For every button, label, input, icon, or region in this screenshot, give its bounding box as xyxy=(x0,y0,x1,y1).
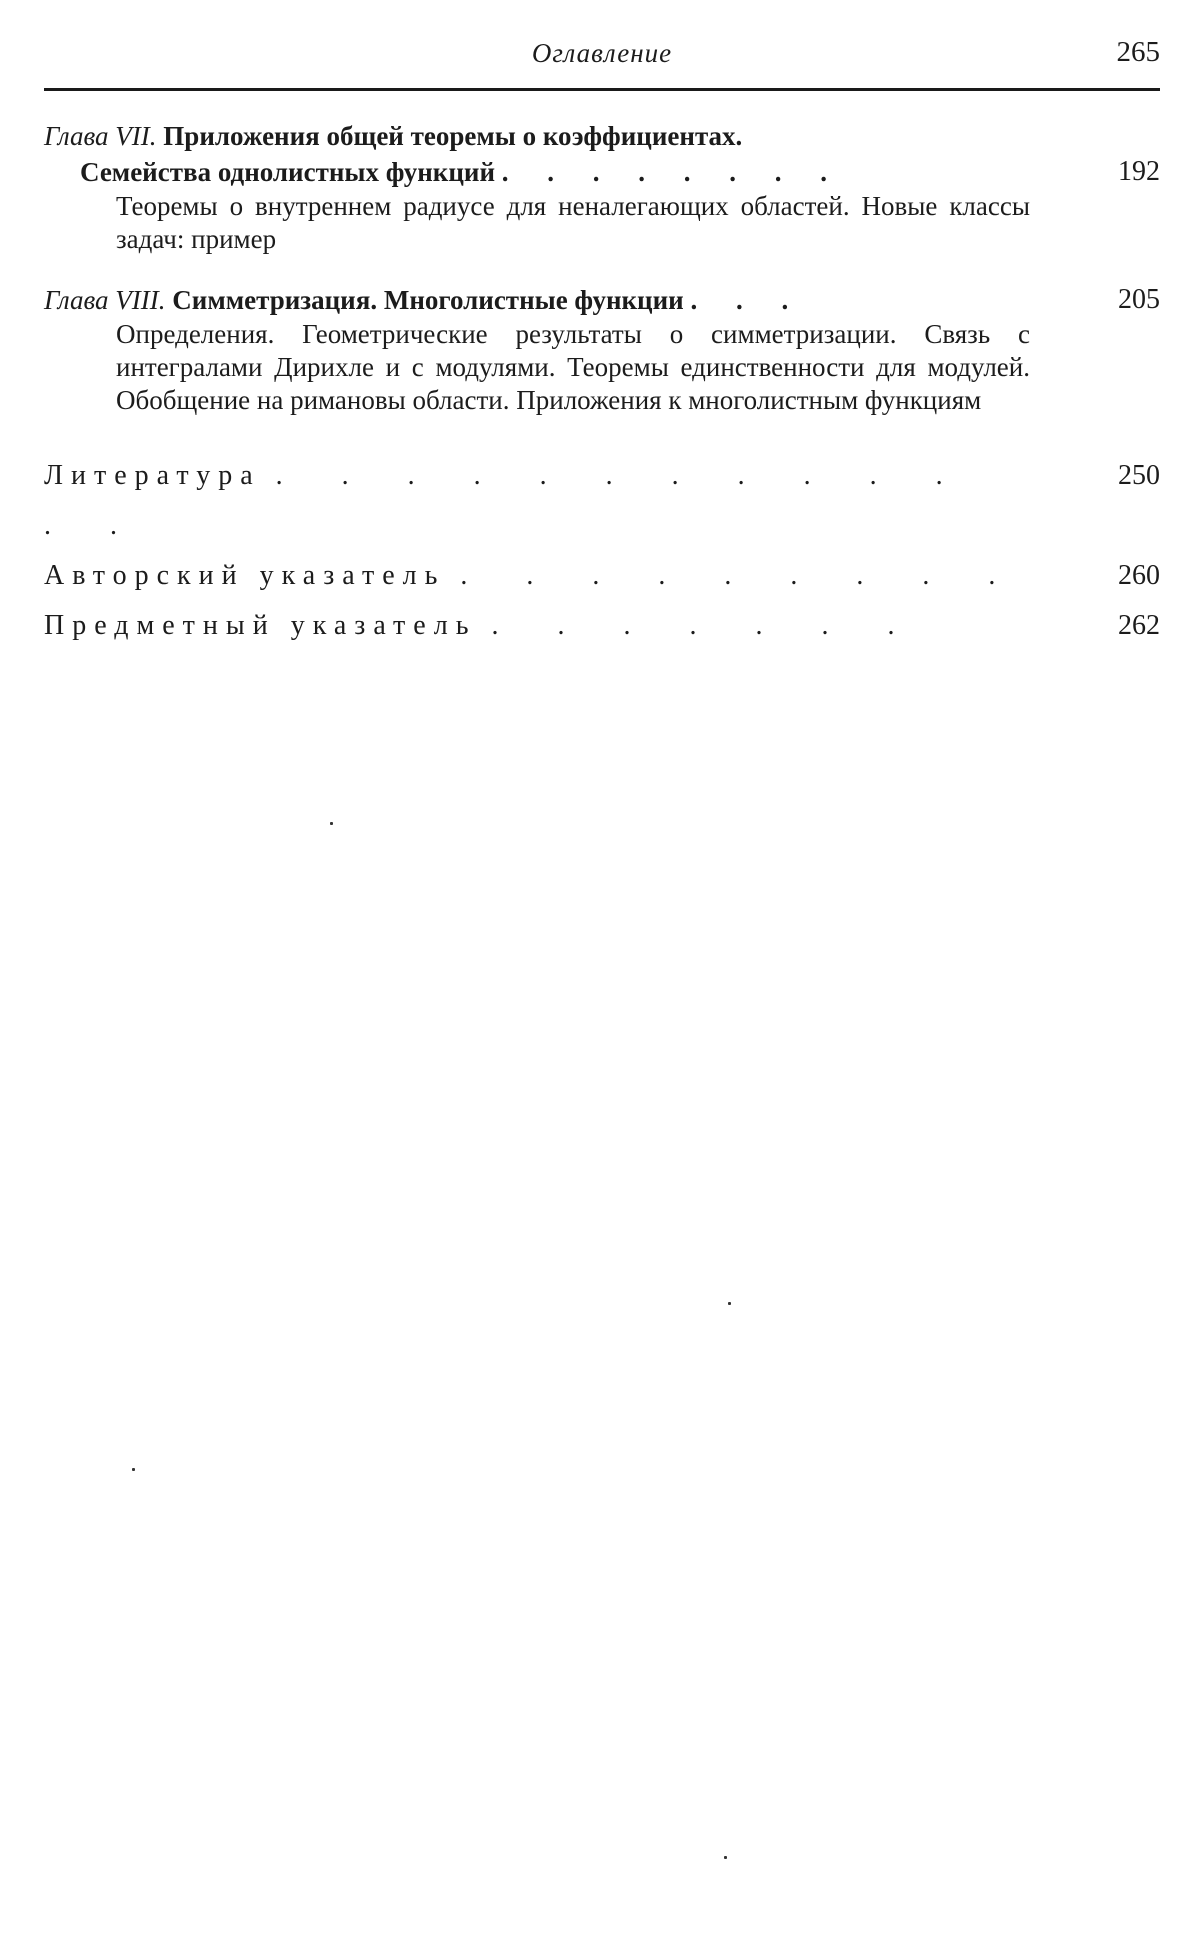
scan-speck xyxy=(132,1468,135,1471)
chapter-title-line1: Приложения общей теоремы о коэффициентах. xyxy=(163,121,743,151)
chapter-page: 192 xyxy=(1118,156,1160,187)
leader-dots: . . . . . . . . . xyxy=(460,560,1022,591)
running-title: Оглавление xyxy=(531,38,673,68)
entry-title: Литература xyxy=(44,460,261,491)
scan-speck xyxy=(724,1856,727,1859)
page-number: 265 xyxy=(1116,36,1160,68)
chapter-label: Глава VII. xyxy=(44,121,157,151)
scan-speck xyxy=(728,1302,731,1305)
back-matter xyxy=(44,451,1160,651)
chapter-title-line2: Семейства однолистных функций xyxy=(80,157,496,187)
entry-title: Предметный указатель xyxy=(44,610,477,641)
toc-entry-literature xyxy=(44,451,1160,551)
entry-page: 260 xyxy=(1118,560,1160,591)
page-header xyxy=(44,30,1160,91)
leader-dots: . . . . . . . . . . . . . xyxy=(44,460,969,541)
entry-page: 250 xyxy=(1118,460,1160,491)
toc-chapter-8 xyxy=(44,282,1160,417)
leader-dots: . . . . . . . xyxy=(491,610,921,641)
leader-dots: . . . xyxy=(690,285,805,315)
toc-entry-author-index xyxy=(44,551,1160,601)
chapter-description: Теоремы о внутреннем радиусе для неналегающих областей. Новые классы задач: пример xyxy=(116,191,1030,254)
toc-entry-subject-index xyxy=(44,601,1160,651)
entry-page: 262 xyxy=(1118,610,1160,641)
chapter-heading xyxy=(44,118,1160,190)
table-of-contents xyxy=(44,118,1160,651)
chapter-label: Глава VIII. xyxy=(44,285,166,315)
chapter-title-line1: Симметризация. Многолистные функции xyxy=(172,285,684,315)
scan-speck xyxy=(330,822,333,825)
toc-chapter-7 xyxy=(44,118,1160,256)
chapter-heading xyxy=(44,282,1160,318)
leader-dots: . . . . . . . . xyxy=(501,157,844,187)
chapter-page: 205 xyxy=(1118,284,1160,315)
chapter-description: Определения. Геометрические результаты о симметризации. Связь с интегралами Дирихле и с модулями. Теоремы единственности для модулей. Обобщение на римановы области. Приложения к многолистным функциям xyxy=(116,319,1030,415)
entry-title: Авторский указатель xyxy=(44,560,446,591)
